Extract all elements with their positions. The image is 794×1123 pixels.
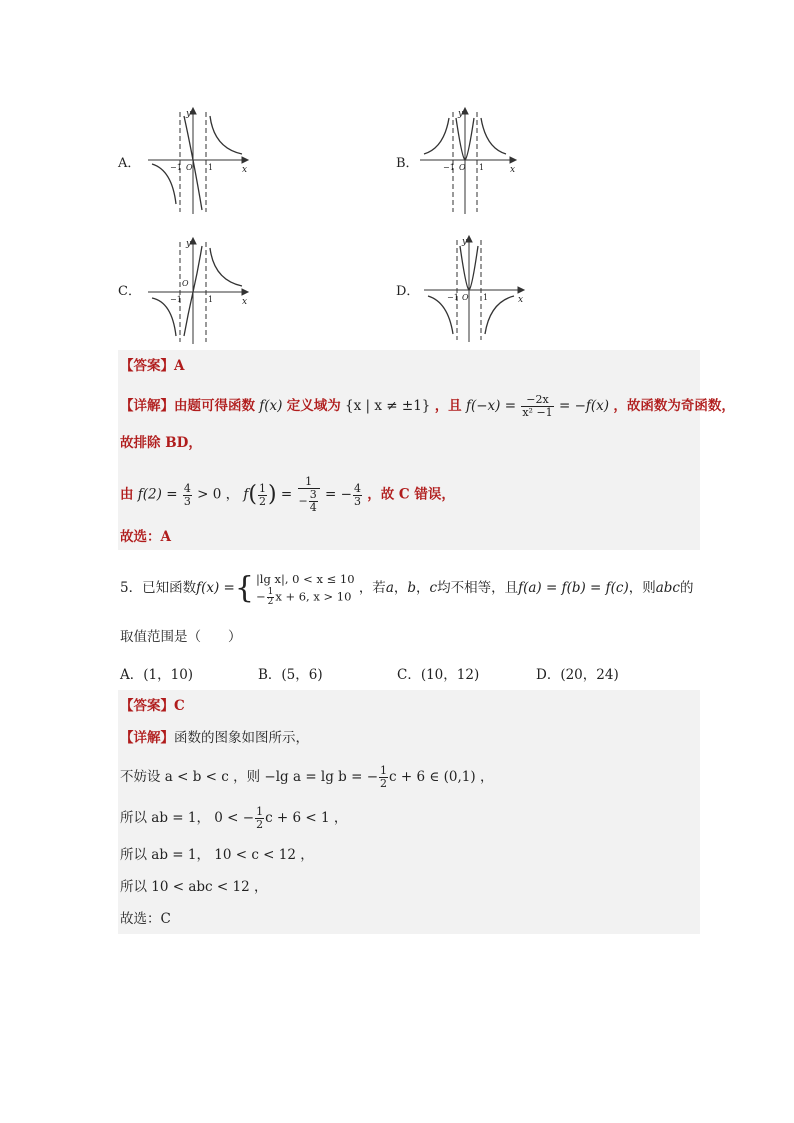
var-abc: abc — [655, 580, 680, 596]
domain-expr: {x | x ≠ ±1} — [345, 398, 431, 414]
frac-den: 2 — [380, 777, 388, 790]
q4-detail-line4: 故选：A — [120, 529, 171, 545]
graph-a-x: x — [242, 165, 248, 175]
option-d-label: D． — [396, 284, 420, 299]
graph-a-neg1: −1 — [170, 163, 182, 172]
q5-question-line1: 5．已知函数f(x) ={ |lg x|, 0 < x ≤ 10 − $\frac{1}{2}$ x + 6, x > 10 ，若a，b，c均不相等，且f(a) = f(b) = f(c)，则abc的 — [120, 570, 694, 607]
fx-expr: f(x) — [259, 398, 283, 414]
frac-num: 3 — [309, 488, 317, 501]
q4-detail-line1 — [120, 394, 735, 419]
inner-fraction — [309, 489, 318, 514]
fraction — [353, 483, 362, 508]
graph-option-d — [420, 232, 530, 344]
piecewise — [252, 571, 355, 607]
frac-num: 1 — [256, 805, 264, 818]
choice-a[interactable]: A．(1，10) — [120, 667, 194, 683]
frac-num: 4 — [183, 481, 191, 495]
q4-detail-line2: 故排除 BD， — [120, 435, 202, 451]
q5-detail-line4: 所以 ab = 1， 10 < c < 12 ， — [120, 847, 314, 863]
frac-den-compound — [298, 489, 320, 514]
option-a-label: A． — [118, 156, 141, 171]
q5-text: ，则 — [628, 580, 656, 596]
graph-option-c — [144, 234, 254, 346]
frac-den: 2 — [256, 818, 264, 831]
graph-d-neg1: −1 — [447, 293, 459, 302]
q5-text: 的 — [680, 580, 694, 596]
q5-detail-line1 — [120, 729, 309, 747]
q5-detail-line6: 故选：C — [120, 911, 171, 927]
graph-b-neg1: −1 — [443, 163, 455, 172]
frac-den: 2 — [267, 596, 274, 607]
q5-choices — [120, 666, 619, 684]
graph-a-y: y — [186, 109, 192, 119]
q5-text: ，若 — [358, 580, 386, 596]
graph-c-y: y — [186, 239, 192, 249]
frac-num: 1 — [380, 764, 388, 777]
q5-fx: f(x) = — [196, 580, 235, 596]
detail-text: ，故函数为奇函数， — [613, 398, 735, 414]
eq2: = − — [325, 486, 352, 503]
detail-text: 函数的图象如图所示， — [174, 730, 309, 746]
q5-question-line2: 取值范围是（ ） — [120, 629, 242, 645]
piece1: |lg x|, 0 < x ≤ 10 — [255, 571, 355, 586]
q5-detail-line3 — [120, 806, 347, 831]
detail-text: 定义域为 — [286, 398, 341, 414]
graph-d-y: y — [462, 237, 468, 247]
graph-option-a — [144, 104, 254, 216]
detail-tag: 【详解】 — [120, 730, 174, 746]
graph-c-1: 1 — [208, 295, 214, 304]
comma: ， — [393, 580, 408, 596]
var-a: a — [385, 580, 394, 596]
fraction — [379, 765, 388, 790]
neg-sign: − — [298, 494, 308, 508]
detail-text: 所以 ab = 1， 0 < − — [120, 810, 255, 826]
f-negx-expr: f(−x) = — [465, 398, 517, 414]
graph-c-neg1: −1 — [170, 295, 182, 304]
fraction — [255, 806, 264, 831]
choice-c[interactable]: C．(10，12) — [397, 667, 480, 683]
graph-a-o: O — [186, 163, 193, 172]
comma: ， — [416, 580, 430, 596]
detail-text: c + 6 ∈ (0,1) ， — [389, 769, 494, 785]
q5-cond: f(a) = f(b) = f(c) — [518, 580, 629, 596]
q5-detail-line2 — [120, 765, 493, 790]
graph-option-b — [416, 104, 526, 216]
detail-text: 由题可得函数 — [174, 398, 255, 414]
frac-num: 1 — [267, 586, 274, 597]
frac-den: x² −1 — [522, 406, 553, 419]
answer-value: C — [174, 698, 185, 714]
choice-d[interactable]: D．(20，24) — [536, 667, 619, 683]
detail-text: ，故 C 错误， — [367, 486, 455, 503]
answer-tag: 【答案】 — [120, 698, 174, 714]
q5-text: 均不相等，且 — [437, 580, 519, 596]
detail-text: 不妨设 a < b < c ，则 −lg a = lg b = − — [120, 769, 379, 785]
option-b-label: B． — [396, 156, 419, 171]
f2-expr: f(2) = — [137, 486, 178, 503]
detail-tag: 【详解】 — [120, 398, 174, 414]
frac-den: 3 — [353, 494, 361, 508]
fraction — [183, 483, 192, 508]
piece2-tail: x + 6, x > 10 — [275, 589, 352, 603]
fraction — [267, 588, 275, 607]
fraction — [521, 394, 553, 419]
detail-text: c + 6 < 1 ， — [265, 810, 348, 826]
option-c-label: C． — [118, 284, 141, 299]
f-half-f: f — [243, 486, 249, 503]
graph-c-o: O — [182, 279, 189, 288]
graph-d-1: 1 — [483, 293, 489, 302]
var-c: c — [429, 580, 438, 596]
q4-answer-line — [120, 357, 184, 375]
choice-b[interactable]: B．(5，6) — [258, 667, 323, 683]
frac-num: 1 — [259, 481, 266, 495]
graph-b-o: O — [459, 163, 466, 172]
graph-b-y: y — [458, 109, 464, 119]
frac-den: 4 — [309, 501, 317, 514]
frac-den: 3 — [183, 494, 191, 508]
fraction — [298, 476, 320, 514]
detail-text: ，且 — [434, 398, 462, 414]
neg-fx-expr: = −f(x) — [558, 398, 610, 414]
q5-number: 5．已知函数 — [120, 580, 197, 596]
graph-d-o: O — [462, 293, 469, 302]
piece2-neg: − — [255, 589, 266, 603]
frac-num: −2x — [521, 394, 553, 407]
var-b: b — [407, 580, 417, 596]
fraction — [258, 483, 267, 508]
f2-tail: > 0 ， — [197, 486, 240, 503]
detail-text: 由 — [120, 486, 134, 503]
frac-num: 4 — [353, 481, 361, 495]
answer-value: A — [174, 358, 185, 374]
graph-d-x: x — [518, 295, 524, 305]
q4-detail-line3: 由 f(2) = $\frac{4}{3}$ > 0 ， f( $\frac{1}{2}$ ) = 1 − $\frac{3}{4}$ = − $\frac{4}{3}$ ，故 C 错误， — [120, 475, 455, 514]
graph-c-x: x — [242, 297, 248, 307]
frac-num: 1 — [298, 476, 320, 489]
eq: = — [280, 486, 293, 503]
graph-a-1: 1 — [208, 163, 214, 172]
answer-tag: 【答案】 — [120, 358, 174, 374]
q4-answer-band — [118, 350, 700, 550]
graph-b-x: x — [510, 165, 516, 175]
graph-b-1: 1 — [479, 163, 485, 172]
q5-detail-line5: 所以 10 < abc < 12 ， — [120, 879, 268, 895]
frac-den: 2 — [259, 494, 266, 508]
q5-answer-line — [120, 697, 185, 715]
